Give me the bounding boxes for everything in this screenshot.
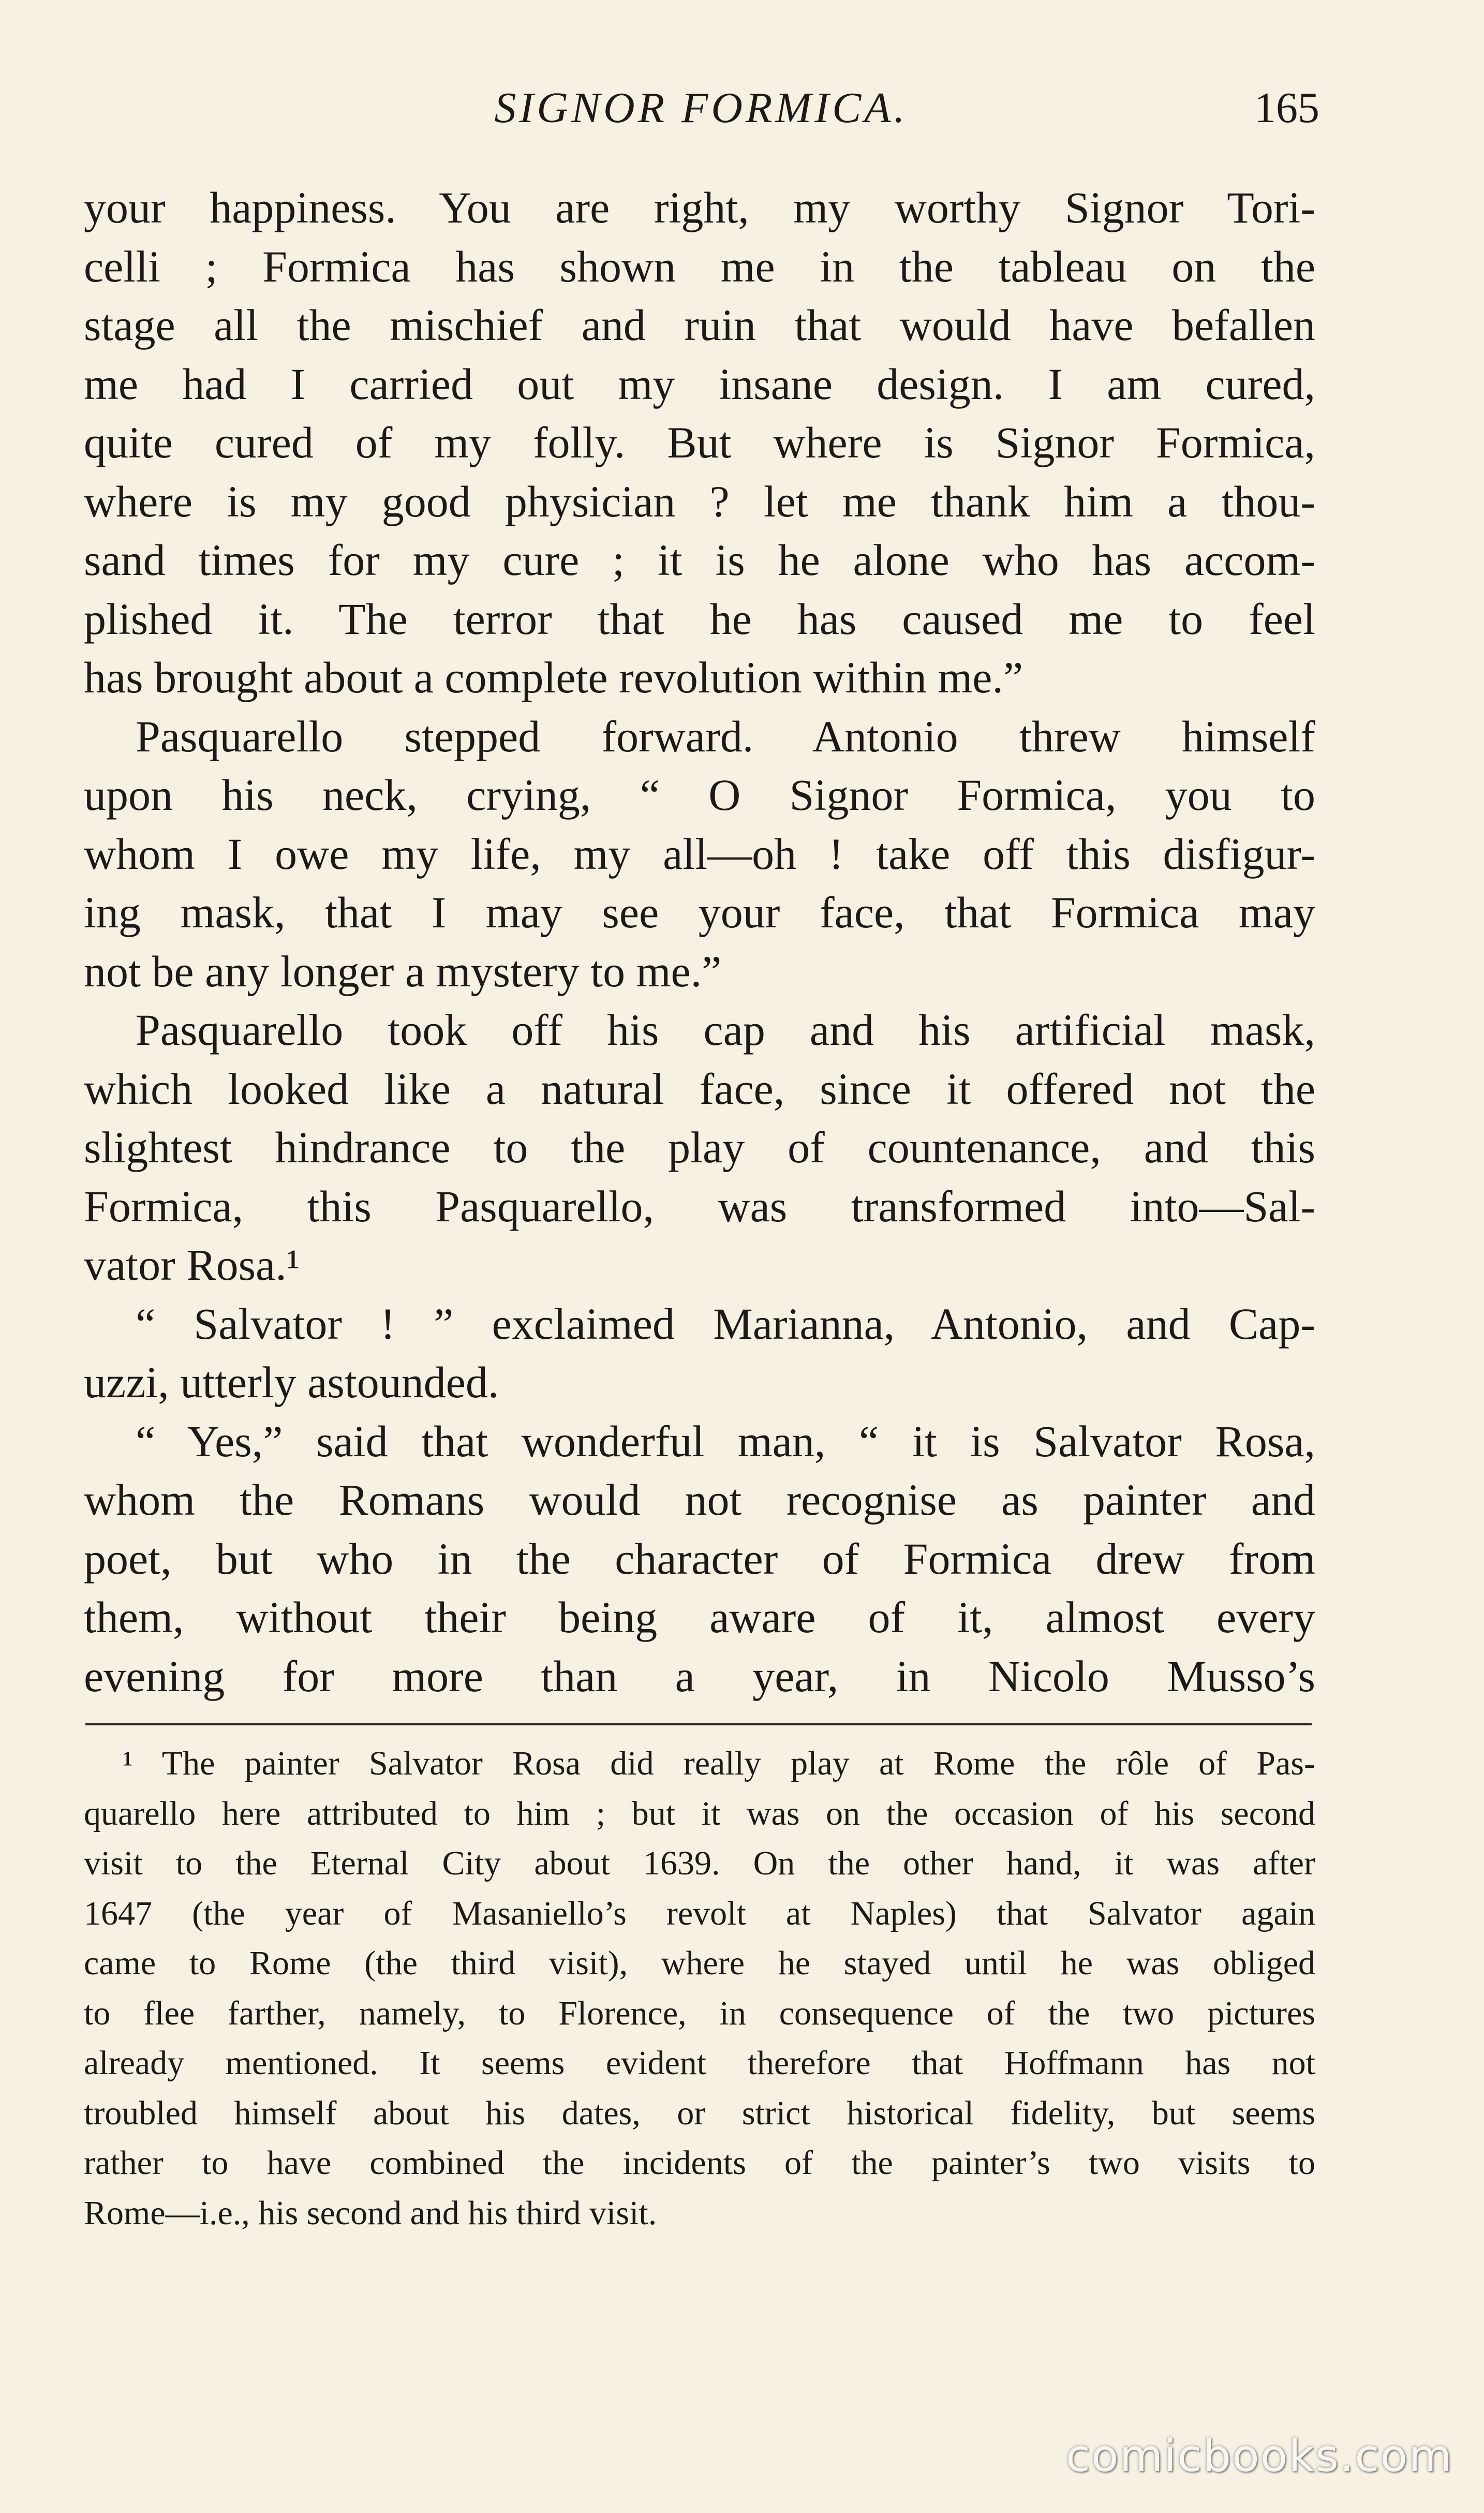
footnote bbox=[84, 1739, 1315, 2238]
footnote-line: 1647 (the year of Masaniello’s revolt at Naples) that Salvator again bbox=[84, 1894, 1315, 1932]
page-number: 165 bbox=[1254, 84, 1319, 132]
footnote-line: Rome—i.e., his second and his third visit. bbox=[84, 2194, 657, 2232]
body-line: them, without their being aware of it, almost every bbox=[84, 1592, 1315, 1642]
body-line: Formica, this Pasquarello, was transformed into—Sal- bbox=[84, 1181, 1315, 1231]
body-line: stage all the mischief and ruin that would have befallen bbox=[84, 300, 1315, 350]
footnote-line: to flee farther, namely, to Florence, in consequence of the two pictures bbox=[84, 1994, 1315, 2032]
body-line: uzzi, utterly astounded. bbox=[84, 1357, 499, 1407]
footnote-divider bbox=[85, 1723, 1312, 1725]
footnote-line: came to Rome (the third visit), where he stayed until he was obliged bbox=[84, 1944, 1315, 1982]
body-line: me had I carried out my insane design. I am cured, bbox=[84, 359, 1315, 409]
body-line: ing mask, that I may see your face, that Formica may bbox=[84, 888, 1315, 937]
body-line: not be any longer a mystery to me.” bbox=[84, 946, 722, 996]
body-line: evening for more than a year, in Nicolo Musso’s bbox=[84, 1651, 1315, 1701]
running-head bbox=[83, 83, 1319, 145]
body-line: your happiness. You are right, my worthy Signor Tori- bbox=[84, 183, 1315, 232]
body-line: sand times for my cure ; it is he alone who has accom- bbox=[84, 535, 1315, 585]
body-line: whom the Romans would not recognise as painter and bbox=[84, 1475, 1315, 1525]
body-line: Pasquarello took off his cap and his artificial mask, bbox=[136, 1005, 1315, 1055]
body-line: vator Rosa.¹ bbox=[84, 1240, 300, 1290]
body-line: plished it. The terror that he has caused me to feel bbox=[84, 594, 1315, 644]
running-title: SIGNOR FORMICA. bbox=[494, 84, 908, 132]
body-line: upon his neck, crying, “ O Signor Formica, you to bbox=[84, 770, 1315, 820]
footnote-line: quarello here attributed to him ; but it was on the occasion of his second bbox=[84, 1794, 1315, 1832]
body-line: slightest hindrance to the play of countenance, and this bbox=[84, 1122, 1315, 1172]
body-line: has brought about a complete revolution within me.” bbox=[84, 653, 1023, 702]
footnote-line: rather to have combined the incidents of the painter’s two visits to bbox=[84, 2144, 1315, 2182]
footnote-line: visit to the Eternal City about 1639. On the other hand, it was after bbox=[84, 1844, 1315, 1882]
footnote-line: ¹ The painter Salvator Rosa did really play at Rome the rôle of Pas- bbox=[123, 1745, 1315, 1782]
body-line: Pasquarello stepped forward. Antonio threw himself bbox=[136, 711, 1315, 761]
body-line: “ Salvator ! ” exclaimed Marianna, Antonio, and Cap- bbox=[136, 1298, 1315, 1349]
footnote-line: already mentioned. It seems evident therefore that Hoffmann has not bbox=[84, 2044, 1315, 2082]
body-line: celli ; Formica has shown me in the tableau on the bbox=[84, 241, 1315, 291]
body-line: whom I owe my life, my all—oh ! take off this disfigur- bbox=[84, 829, 1315, 879]
body-line: poet, but who in the character of Formica drew from bbox=[84, 1533, 1315, 1584]
body-line: “ Yes,” said that wonderful man, “ it is Salvator Rosa, bbox=[136, 1416, 1315, 1466]
site-watermark: comicbooks.com bbox=[1065, 2430, 1453, 2482]
body-text bbox=[84, 179, 1315, 1706]
body-line: where is my good physician ? let me thank him a thou- bbox=[84, 476, 1315, 526]
footnote-line: troubled himself about his dates, or strict historical fidelity, but seems bbox=[84, 2094, 1315, 2132]
body-line: which looked like a natural face, since it offered not the bbox=[84, 1063, 1315, 1114]
body-line: quite cured of my folly. But where is Signor Formica, bbox=[84, 418, 1315, 467]
